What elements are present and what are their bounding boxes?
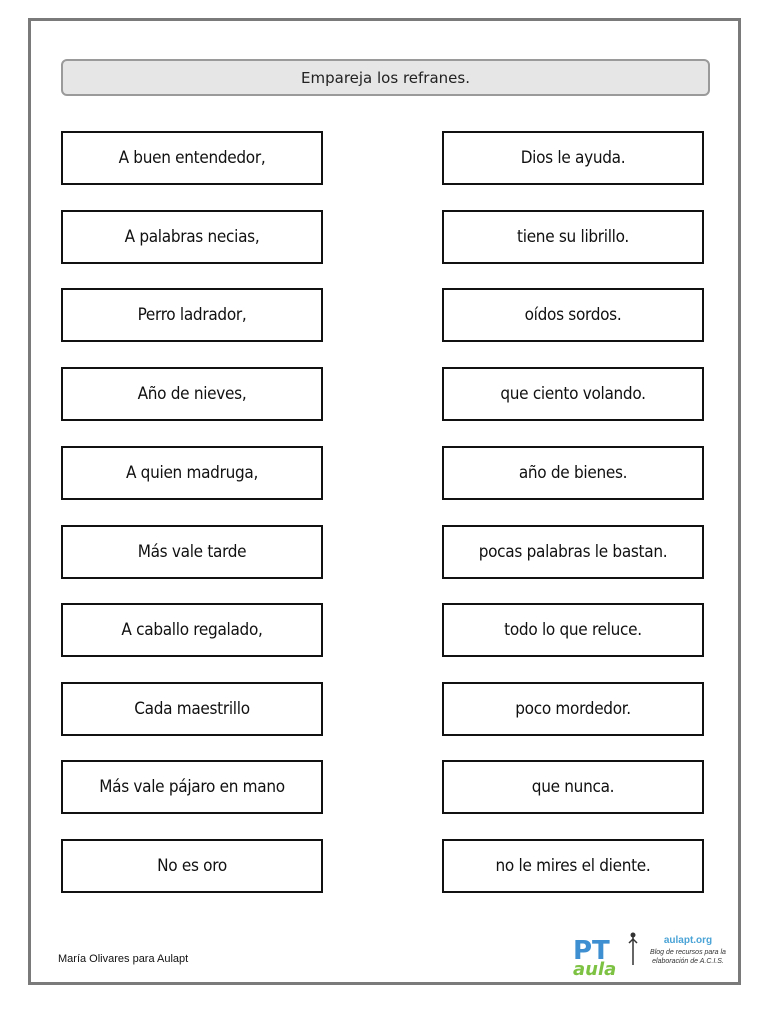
proverb-end-card[interactable]: Dios le ayuda.: [442, 131, 704, 185]
worksheet-page: [28, 18, 741, 985]
worksheet-title: Empareja los refranes.: [61, 59, 710, 96]
proverb-start-card[interactable]: Más vale pájaro en mano: [61, 760, 323, 814]
logo-word: aula: [573, 959, 617, 977]
aulapt-logo-icon: [569, 929, 649, 977]
logo-url[interactable]: aulapt.org: [663, 935, 713, 946]
logo-description-line2: elaboración de A.C.I.S.: [652, 958, 724, 965]
proverb-end-card[interactable]: poco mordedor.: [442, 682, 704, 736]
proverb-end-card[interactable]: oídos sordos.: [442, 288, 704, 342]
proverb-end-card[interactable]: que nunca.: [442, 760, 704, 814]
proverb-end-card[interactable]: no le mires el diente.: [442, 839, 704, 893]
proverb-start-card[interactable]: A palabras necias,: [61, 210, 323, 264]
proverb-end-card[interactable]: que ciento volando.: [442, 367, 704, 421]
proverb-start-card[interactable]: Año de nieves,: [61, 367, 323, 421]
proverb-start-card[interactable]: A buen entendedor,: [61, 131, 323, 185]
proverb-start-card[interactable]: A quien madruga,: [61, 446, 323, 500]
proverb-start-card[interactable]: Más vale tarde: [61, 525, 323, 579]
proverb-start-card[interactable]: Perro ladrador,: [61, 288, 323, 342]
proverb-end-card[interactable]: todo lo que reluce.: [442, 603, 704, 657]
proverb-start-card[interactable]: Cada maestrillo: [61, 682, 323, 736]
proverb-end-card[interactable]: pocas palabras le bastan.: [442, 525, 704, 579]
proverb-start-card[interactable]: A caballo regalado,: [61, 603, 323, 657]
proverb-start-card[interactable]: No es oro: [61, 839, 323, 893]
author-credit: María Olivares para Aulapt: [58, 953, 189, 965]
logo-caption: [643, 935, 733, 966]
logo-description-line1: Blog de recursos para la: [650, 949, 726, 956]
logo-letters: PT: [573, 936, 610, 966]
proverb-end-card[interactable]: año de bienes.: [442, 446, 704, 500]
proverb-end-card[interactable]: tiene su librillo.: [442, 210, 704, 264]
